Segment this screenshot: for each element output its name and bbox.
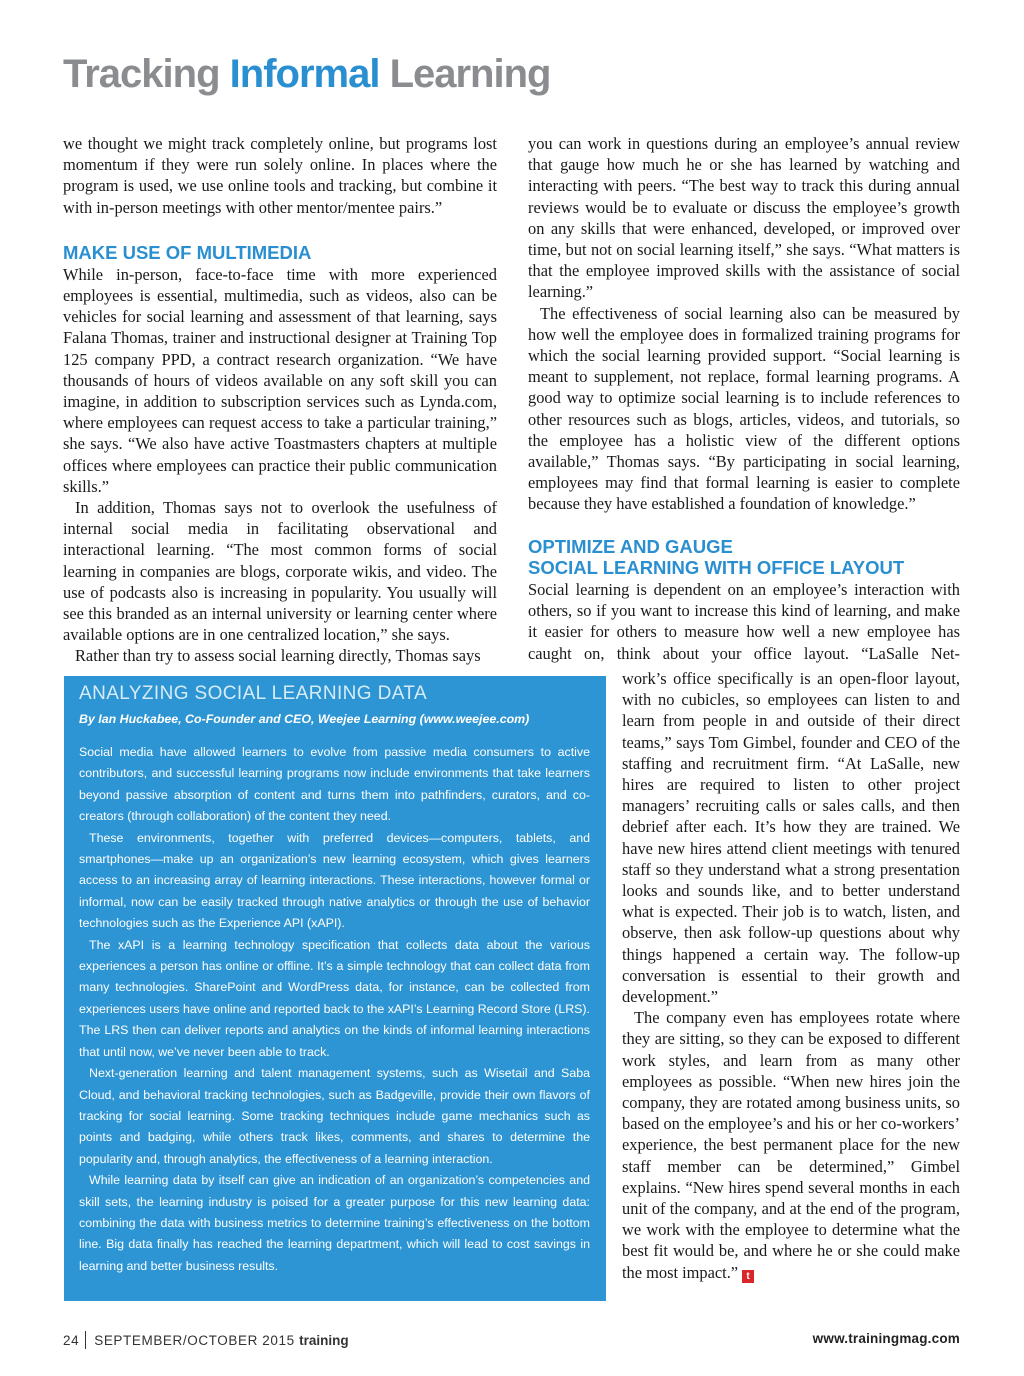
footer-website: www.trainingmag.com <box>812 1331 960 1346</box>
title-part2: Learning <box>389 52 551 96</box>
article-column-right-narrow <box>622 668 960 1312</box>
body-paragraph: While in-person, face-to-face time with more experienced employees is essential, multimedia, such as videos, also can be vehicles for social learning and assessment of that learning, says Falana Thomas, trainer and instructional designer at Training Top 125 company PPD, a contract research organization. “We have thousands of hours of videos available on any soft skill you can imagine, in addition to subscription services such as Lynda.com, where employees can request access to take a particular training,” she says. “We also have active Toastmasters chapters at multiple offices where employees can practice their public communication skills.” <box>63 264 497 496</box>
article-column-left <box>63 133 497 673</box>
footer-divider <box>85 1331 86 1349</box>
body-paragraph: Rather than try to assess social learning directly, Thomas says <box>75 646 481 666</box>
body-paragraph: work’s office specifically is an open-floor layout, with no cubicles, so employees can listen to and learn from people in and outside of their direct teams,” says Tom Gimbel, founder and CEO of the staffing and recruitment firm. “At LaSalle, new hires are required to listen to other project managers’ recruiting calls or sales calls, and then debrief after each. It’s how they are trained. We have new hires attend client meetings with tenured staff so they understand what a strong presentation looks and sounds like, and to better understand what is expected. Their job is to watch, listen, and observe, then ask follow-up questions about why things happened a certain way. The follow-up conversation is essential to their growth and development.” <box>622 669 960 1007</box>
page-number: 24 <box>63 1333 80 1348</box>
section-heading-office-layout <box>528 536 960 578</box>
page-title <box>63 48 550 100</box>
article-column-right-top <box>528 133 960 533</box>
sidebar-paragraph: The xAPI is a learning technology specification that collects data about the various experiences a person has online or offline. It’s a simple technology that can collect data from many technologies. SharePoint and WordPress data, for instance, can be collected from experiences users have online and reported back to the xAPI’s Learning Record Store (LRS). The LRS then can deliver reports and analytics on the kinds of informal learning interactions that until now, we’ve never been able to track. <box>79 937 590 1059</box>
sidebar-paragraph: Social media have allowed learners to evolve from passive media consumers to active contributors, and successful learning programs now include environments that take learners beyond passive absorption of content and turns them into pathfinders, curators, and co-creators (through collaboration) of the content they need. <box>79 745 590 824</box>
body-paragraph: you can work in questions during an employee’s annual review that gauge how much he or she has learned by watching and interacting with peers. “The best way to track this during annual reviews would be to evaluate or discuss the employee’s growth on any skills that were enhanced, developed, or improved over time, but not on social learning itself,” she says. “What matters is that the employee improved skills with the assistance of social learning.” <box>528 134 960 302</box>
sidebar-body <box>79 742 590 1277</box>
footer-left <box>63 1331 349 1349</box>
sidebar-title: ANALYZING SOCIAL LEARNING DATA <box>79 683 428 704</box>
sidebar-paragraph: Next-generation learning and talent management systems, such as Wisetail and Saba Cloud, and behavioral tracking technologies, such as Badgeville, provide their own flavors of tracking for social learning. Some tracking techniques include game mechanics such as points and badging, while others track likes, comments, and shares to determine the popularity and, through analytics, the effectiveness of a learning interaction. <box>79 1066 590 1166</box>
heading-line-1: OPTIMIZE AND GAUGE <box>528 536 733 557</box>
final-paragraph-text: The company even has employees rotate where they are sitting, so they can be exposed to different work styles, and learn from as many other employees as possible. “When new hires join the company, they are rotated among business units, so based on the employee’s and his or her co-workers’ experience, the best permanent place for the new staff member can be determined,” Gimbel explains. “New hires spend several months in each unit of the company, and at the end of the program, we work with the employee to determine what the best fit would be, and where he or she could make the most impact.” <box>622 1008 960 1282</box>
body-paragraph: In addition, Thomas says not to overlook the usefulness of internal social media in facilitating observational and interactional learning. “The most common forms of social learning in companies are blogs, corporate wikis, and video. The use of podcasts also is increasing in popularity. You usually will see this branded as an internal university or learning center where available options are in one centralized location,” she says. <box>63 498 497 645</box>
title-part1: Tracking <box>63 52 220 96</box>
end-of-article-icon: t <box>742 1270 754 1283</box>
section-heading-multimedia: MAKE USE OF MULTIMEDIA <box>63 241 312 263</box>
heading-line-2: SOCIAL LEARNING WITH OFFICE LAYOUT <box>528 557 905 578</box>
title-accent: Informal <box>229 52 380 96</box>
body-paragraph: Social learning is dependent on an employee’s interaction with others, so if you want to increase this kind of learning, and make it easier for others to measure how well a new employee has caught on, think about your office layout. “LaSalle Net- <box>528 580 960 663</box>
magazine-name: training <box>299 1333 349 1348</box>
sidebar-box <box>64 676 606 1301</box>
body-paragraph: The effectiveness of social learning also can be measured by how well the employee does in formalized training programs for which the social learning provided support. “Social learning is meant to supplement, not replace, formal learning programs. A good way to optimize social learning is to include references to other resources such as blogs, articles, videos, and tutorials, so the employee has a holistic view of the different options available,” Thomas says. “By participating in social learning, employees may find that formal learning is easier to complete because they have established a foundation of knowledge.” <box>528 303 960 514</box>
continued-paragraph: we thought we might track completely online, but programs lost momentum if they were run solely online. In places where the program is used, we use online tools and tracking, but combine it with in-person meetings with other mentor/mentee pairs.” <box>63 134 497 217</box>
sidebar-paragraph: These environments, together with preferred devices—computers, tablets, and smartphones—make up an organization’s new learning ecosystem, which gives learners access to an increasing array of learning interactions. These interactions, however formal or informal, now can be easily tracked through native analytics or through the use of behavior technologies such as the Experience API (xAPI). <box>79 830 590 931</box>
sidebar-paragraph: While learning data by itself can give an indication of an organization’s competencies and skill sets, the learning industry is poised for a greater purpose for this new learning data: combining the data with business metrics to determine training’s effectiveness on the bottom line. Big data finally has reached the learning department, which will lead to cost savings in learning and better business results. <box>79 1173 590 1273</box>
body-paragraph <box>622 1007 960 1283</box>
article-column-right-section <box>528 536 960 674</box>
sidebar-byline: By Ian Huckabee, Co-Founder and CEO, Weejee Learning (www.weejee.com) <box>79 712 530 726</box>
issue-date: SEPTEMBER/OCTOBER 2015 <box>94 1333 295 1348</box>
